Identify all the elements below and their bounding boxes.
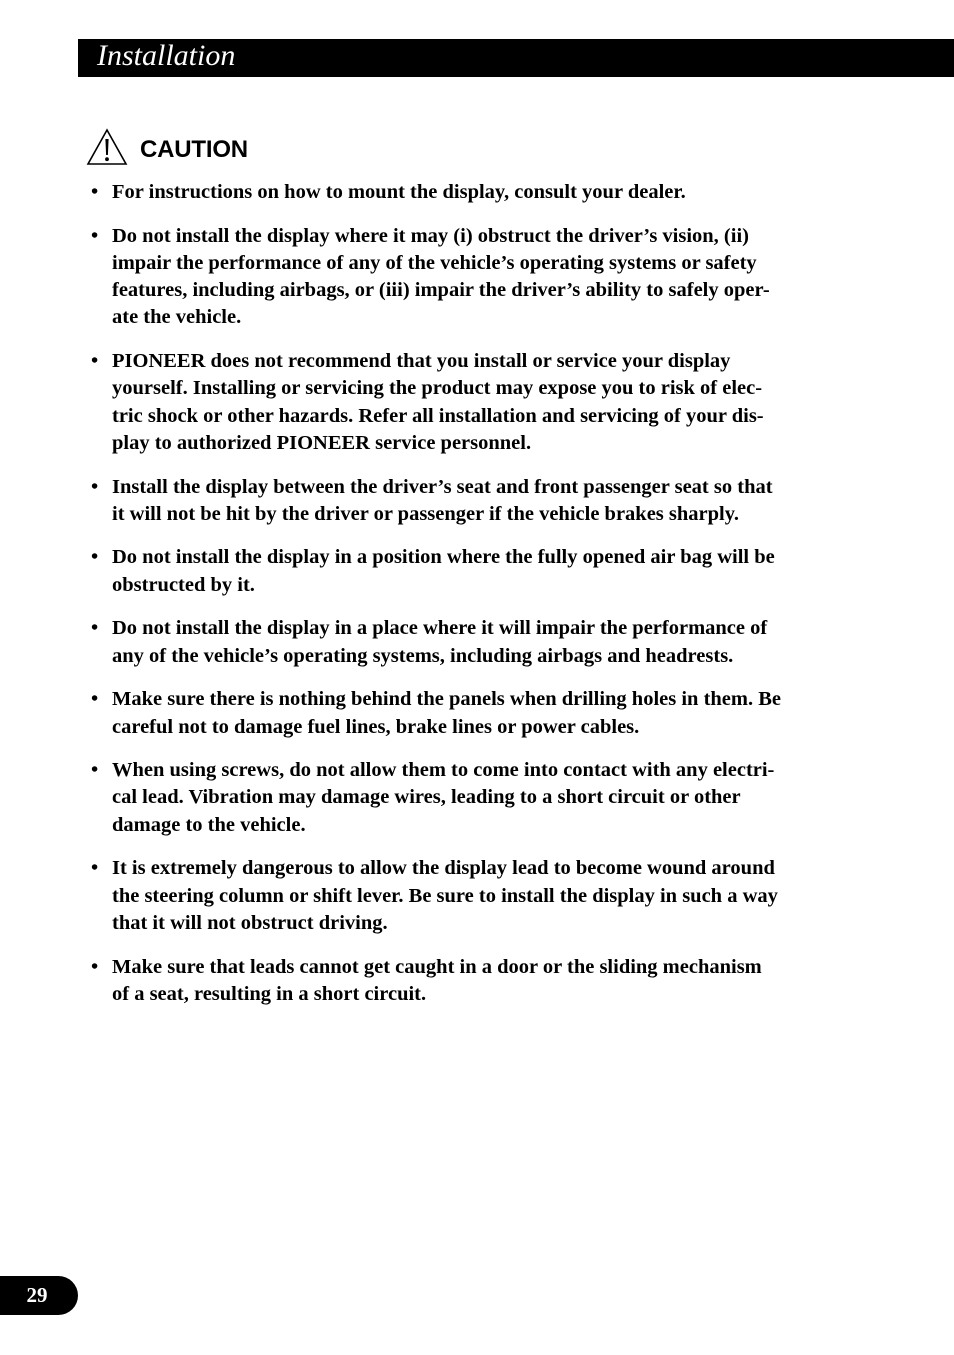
caution-item (91, 474, 871, 529)
caution-item-line: Make sure there is nothing behind the panels when drilling holes in them. Be (112, 688, 781, 711)
bullet: • (91, 955, 99, 978)
caution-label: CAUTION (140, 136, 248, 163)
caution-item-line: impair the performance of any of the vehicle’s operating systems or safety (112, 251, 757, 274)
warning-triangle-icon (86, 128, 128, 166)
caution-item-line: it will not be hit by the driver or passenger if the vehicle brakes sharply. (112, 502, 739, 525)
caution-item (91, 757, 871, 839)
bullet: • (91, 688, 99, 711)
caution-item-line: PIONEER does not recommend that you install or service your display (112, 350, 731, 373)
caution-item-line: Do not install the display in a position where the fully opened air bag will be (112, 546, 775, 569)
caution-item (91, 686, 871, 741)
caution-item-line: the steering column or shift lever. Be sure to install the display in such a way (112, 884, 778, 907)
caution-item-line: obstructed by it. (112, 573, 255, 596)
bullet: • (91, 350, 99, 373)
caution-item-line: When using screws, do not allow them to come into contact with any electri- (112, 759, 775, 782)
page-number: 29 (26, 1283, 48, 1307)
caution-item (91, 855, 871, 937)
caution-item-line: Do not install the display where it may (i) obstruct the driver’s vision, (ii) (112, 224, 749, 247)
bullet: • (91, 224, 99, 247)
caution-item (91, 954, 871, 1009)
caution-item-line: tric shock or other hazards. Refer all installation and servicing of your dis- (112, 404, 764, 427)
caution-item-line: that it will not obstruct driving. (112, 911, 388, 934)
caution-item-line: Do not install the display in a place where it will impair the performance of (112, 617, 768, 640)
caution-item-line: Make sure that leads cannot get caught in a door or the sliding mechanism (112, 955, 762, 978)
caution-item-line: features, including airbags, or (iii) impair the driver’s ability to safely oper- (112, 279, 770, 302)
caution-item (91, 615, 871, 670)
caution-item-line: careful not to damage fuel lines, brake lines or power cables. (112, 715, 640, 738)
bullet: • (91, 546, 99, 569)
caution-item (91, 223, 871, 332)
caution-item-line: cal lead. Vibration may damage wires, leading to a short circuit or other (112, 786, 741, 809)
caution-item-line: Install the display between the driver’s seat and front passenger seat so that (112, 475, 773, 498)
section-header-bar (78, 39, 954, 77)
caution-item-line: For instructions on how to mount the display, consult your dealer. (112, 181, 686, 203)
caution-item-line: It is extremely dangerous to allow the display lead to become wound around (112, 857, 775, 880)
caution-item-line: of a seat, resulting in a short circuit. (112, 982, 427, 1005)
bullet: • (91, 617, 99, 640)
bullet: • (91, 475, 99, 498)
caution-item (91, 544, 871, 599)
section-title: Installation (97, 39, 236, 72)
caution-item (91, 348, 871, 457)
bullet: • (91, 759, 99, 782)
caution-item-line: play to authorized PIONEER service personnel. (112, 431, 532, 454)
page-number-tab (0, 1276, 78, 1315)
caution-item-line: damage to the vehicle. (112, 813, 306, 836)
caution-item-line: yourself. Installing or servicing the product may expose you to risk of elec- (112, 377, 763, 400)
caution-item-line: ate the vehicle. (112, 306, 242, 329)
caution-list (91, 179, 871, 1024)
caution-item (91, 179, 871, 206)
bullet: • (91, 857, 99, 880)
bullet: • (91, 181, 99, 203)
caution-item-line: any of the vehicle’s operating systems, including airbags and headrests. (112, 644, 734, 667)
